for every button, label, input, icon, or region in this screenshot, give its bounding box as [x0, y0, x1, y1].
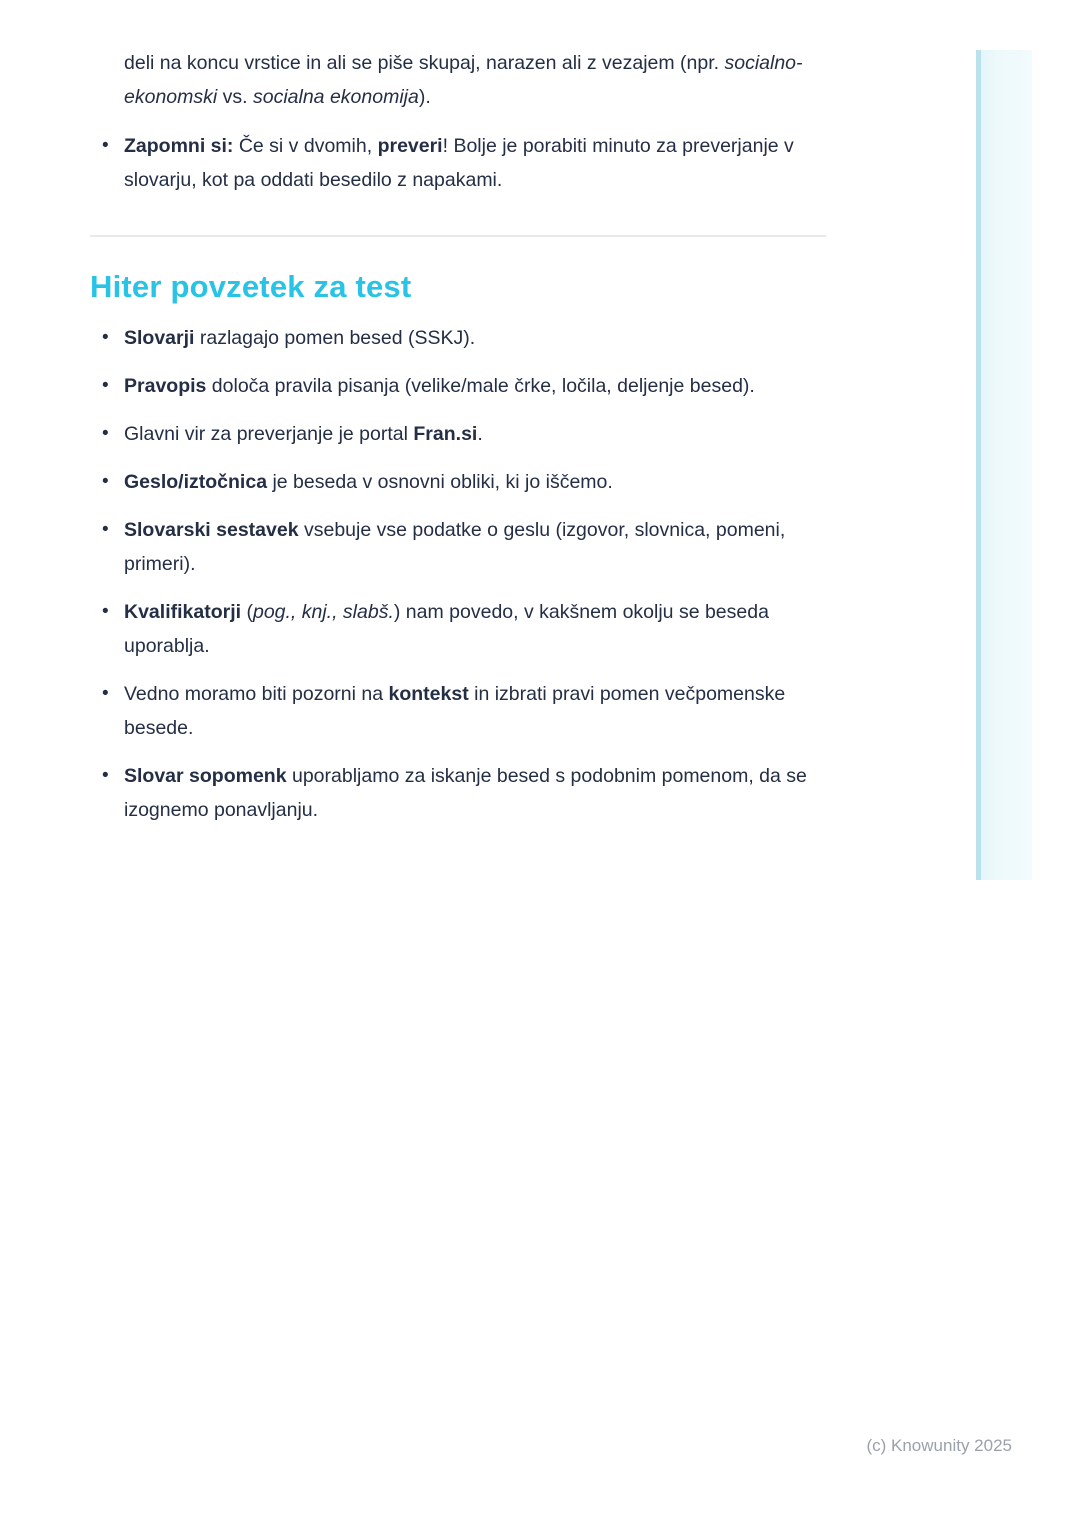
text-segment: razlagajo pomen besed (SSKJ). [194, 327, 476, 349]
text-segment: Zapomni si: [124, 135, 234, 157]
section-title: Hiter povzetek za test [90, 269, 412, 304]
list-item [90, 465, 824, 499]
text-segment: je beseda v osnovni obliki, ki jo iščemo. [267, 471, 613, 493]
text-segment: ) nam povedo, v kakšnem okolju se beseda uporablja. [124, 601, 769, 657]
text-segment: vsebuje vse podatke o geslu (izgovor, slovnica, pomeni, primeri). [124, 519, 786, 575]
summary-bullet-list [90, 321, 826, 827]
text-segment: Geslo/iztočnica [124, 471, 268, 493]
text-segment: in izbrati pravi pomen večpomenske besede. [124, 683, 786, 739]
text-segment: socialna ekonomija [252, 86, 419, 108]
list-item [90, 321, 824, 355]
text-segment: ). [418, 86, 431, 108]
footer-copyright: (c) Knowunity 2025 [866, 1436, 1012, 1455]
intro-bullet-list [90, 129, 826, 197]
text-segment: vs. [217, 86, 253, 108]
side-highlight-bar [976, 50, 1032, 880]
text-segment: Slovarji [124, 327, 195, 349]
list-item [90, 369, 824, 403]
text-segment: Slovarski sestavek [124, 519, 299, 541]
text-segment: ! Bolje je porabiti minuto za preverjanje v slovarju, kot pa oddati besedilo z napakami. [124, 135, 794, 191]
text-segment: določa pravila pisanja (velike/male črke, ločila, deljenje besed). [206, 375, 755, 397]
section-divider [90, 235, 826, 237]
text-segment: Fran.si [413, 423, 478, 445]
list-item [90, 417, 824, 451]
list-item [90, 759, 824, 827]
text-segment: Slovar sopomenk [124, 765, 287, 787]
text-segment: Če si v dvomih, [233, 135, 378, 157]
list-item [90, 677, 824, 745]
list-item [90, 129, 824, 197]
list-item [90, 595, 824, 663]
text-segment: Glavni vir za preverjanje je portal [124, 423, 414, 445]
text-segment: Pravopis [124, 375, 207, 397]
text-segment: ( [241, 601, 253, 623]
text-segment: socialno-ekonomski [124, 52, 803, 108]
page-content [90, 46, 826, 827]
continuation-paragraph [124, 46, 824, 114]
text-segment: Vedno moramo biti pozorni na [124, 683, 389, 705]
text-segment: Kvalifikatorji [124, 601, 242, 623]
text-segment: deli na koncu vrstice in ali se piše skupaj, narazen ali z vezajem (npr. [124, 52, 725, 74]
text-segment: uporabljamo za iskanje besed s podobnim pomenom, da se izognemo ponavljanju. [124, 765, 807, 821]
text-segment: pog., knj., slabš. [252, 601, 394, 623]
list-item [90, 513, 824, 581]
text-segment: kontekst [388, 683, 469, 705]
text-segment: . [477, 423, 483, 445]
text-segment: preveri [377, 135, 443, 157]
